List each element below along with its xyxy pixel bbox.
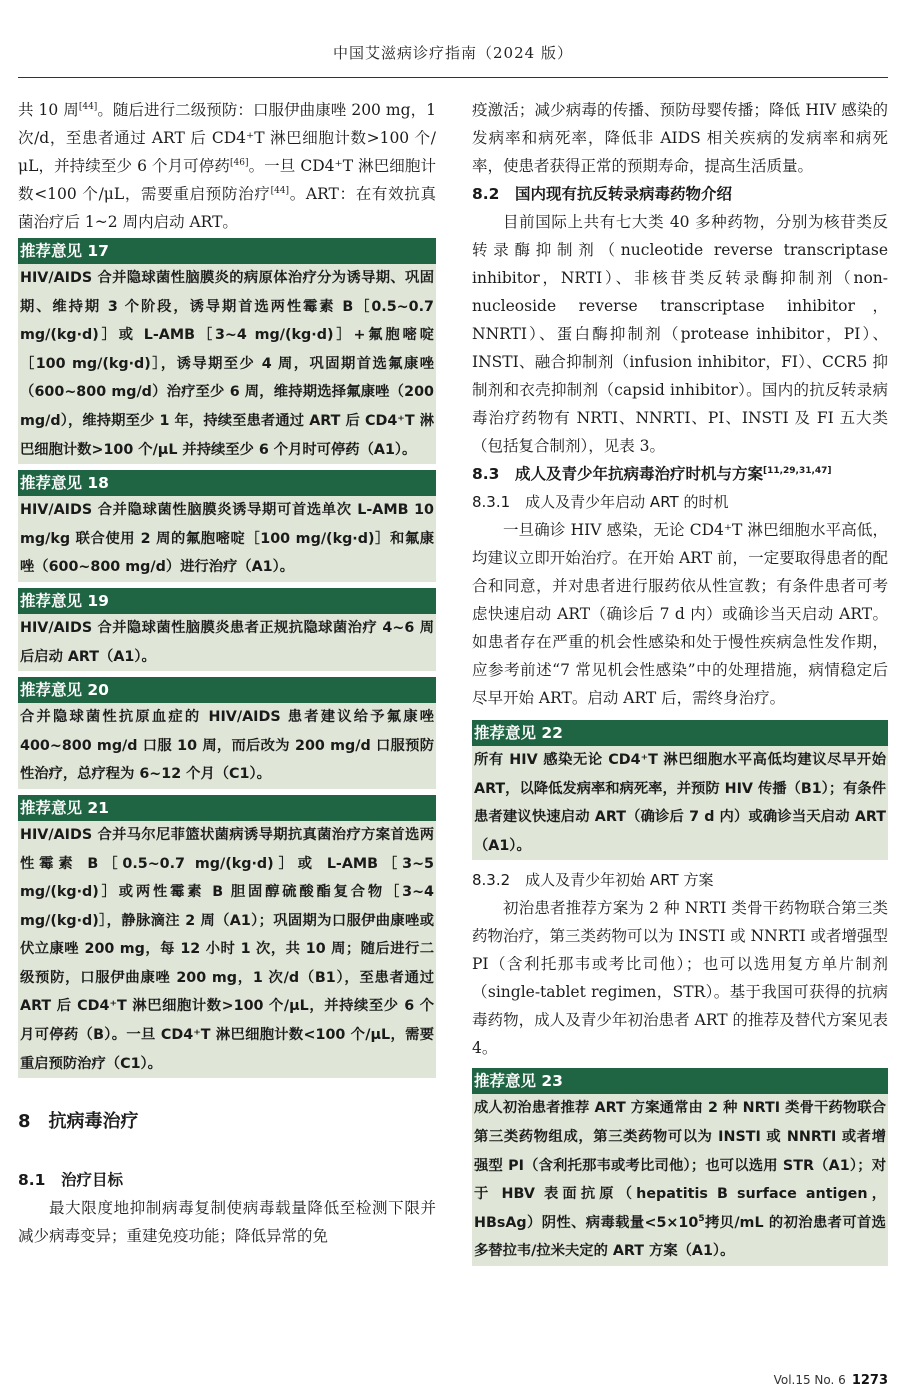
section-heading: 8 抗病毒治疗 [18, 1111, 139, 1133]
superscript: 5 [698, 1213, 705, 1224]
text: 拷贝/mL 的初治患者可首选多替拉韦/拉米夫定的 ART 方案（A1）。 [474, 1214, 886, 1260]
recommendation-title: 推荐意见 22 [472, 720, 888, 746]
recommendation-body: 所有 HIV 感染无论 CD4⁺T 淋巴细胞水平高低均建议尽早开始 ART，以降低发病率和病死率，并预防 HIV 传播（B1）；有条件患者建议快速启动 ART（确诊后 7 d 内）或确诊当天启动 ART（A1）。 [472, 746, 888, 860]
paragraph: 疫激活；减少病毒的传播、预防母婴传播；降低 HIV 感染的发病率和病死率，降低非 AIDS 相关疾病的发病率和病死率，使患者获得正常的预期寿命，提高生活质量。 [472, 101, 888, 175]
recommendation-box [18, 795, 436, 1078]
paragraph: 初治患者推荐方案为 2 种 NRTI 类骨干药物联合第三类药物治疗，第三类药物可以为 INSTI 或 NNRTI 或者增强型 PI（含利托那韦或考比司他）；也可以选用复方单片制剂（single-tablet regimen，STR）。基于我国可获得的抗病毒药物，成人及青少年初治患者 ART 的推荐及替代方案见表 4。 [472, 899, 888, 1058]
citation[interactable]: [44] [270, 185, 290, 196]
recommendation-body [472, 1094, 888, 1266]
subsubsection-heading: 8.3.2 成人及青少年初始 ART 方案 [472, 871, 714, 890]
recommendation-box [18, 677, 436, 789]
recommendation-body: HIV/AIDS 合并隐球菌性脑膜炎的病原体治疗分为诱导期、巩固期、维持期 3 个阶段，诱导期首选两性霉素 B［0.5~0.7 mg/(kg·d)］或 L-AMB［3~4 mg/(kg·d)］+氟胞嘧啶［100 mg/(kg·d)］，诱导期至少 4 周，巩固期首选氟康唑（600~800 mg/d）治疗至少 6 周，维持期选择氟康唑（200 mg/d），维持期至少 1 年，持续至患者通过 ART 后 CD4⁺T 淋巴细胞计数>100 个/μL 并持续至少 6 个月时可停药（A1）。 [18, 264, 436, 464]
page-footer [774, 1373, 888, 1388]
recommendation-body: 合并隐球菌性抗原血症的 HIV/AIDS 患者建议给予氟康唑 400~800 mg/d 口服 10 周，而后改为 200 mg/d 口服预防性治疗，总疗程为 6~12 个月（C1）。 [18, 703, 436, 789]
text: 。ART：在有效抗真菌治疗后 1~2 周内启动 ART。 [18, 185, 436, 231]
subsection-heading: 8.1 治疗目标 [18, 1171, 123, 1190]
recommendation-box [18, 470, 436, 582]
recommendation-title: 推荐意见 21 [18, 795, 436, 821]
paragraph: 一旦确诊 HIV 感染，无论 CD4⁺T 淋巴细胞水平高低，均建议立即开始治疗。在开始 ART 前，一定要取得患者的配合和同意，并对患者进行服药依从性宣教；有条件患者可考虑快速启动 ART（确诊后 7 d 内）或确诊当天启动 ART。如患者存在严重的机会性感染和处于慢性疾病急性发作期，应参考前述“7 常见机会性感染”中的处理措施，病情稳定后尽早开始 ART。启动 ART 后，需终身治疗。 [472, 521, 888, 707]
recommendation-box [472, 1068, 888, 1266]
recommendation-title: 推荐意见 17 [18, 238, 436, 264]
text: 成人初治患者推荐 ART 方案通常由 2 种 NRTI 类骨干药物联合第三类药物组成，第三类药物可以为 INSTI 或 NNRTI 或者增强型 PI（含利托那韦或考比司他）；也可以选用 STR（A1）；对于 HBV 表面抗原（hepatitis B surface antigen，HBsAg）阴性、病毒载量<5×10 [474, 1100, 886, 1231]
text: 共 10 周 [18, 101, 79, 119]
recommendation-box [472, 720, 888, 860]
citation[interactable]: [44] [78, 101, 98, 112]
running-header [18, 0, 888, 78]
recommendation-body: HIV/AIDS 合并隐球菌性脑膜炎诱导期可首选单次 L-AMB 10 mg/kg 联合使用 2 周的氟胞嘧啶［100 mg/(kg·d)］和氟康唑（600~800 mg/d）进行治疗（A1）。 [18, 496, 436, 582]
volume-info: Vol.15 No. 6 [773, 1373, 846, 1387]
recommendation-body: HIV/AIDS 合并马尔尼菲篮状菌病诱导期抗真菌治疗方案首选两性霉素 B［0.5~0.7 mg/(kg·d)］或 L-AMB［3~5 mg/(kg·d)］或两性霉素 B 胆固醇硫酸酯复合物［3~4 mg/(kg·d)］，静脉滴注 2 周（A1）；巩固期为口服伊曲康唑或伏立康唑 200 mg，每 12 小时 1 次，共 10 周；随后进行二级预防，口服伊曲康唑 200 mg，1 次/d（B1），至患者通过 ART 后 CD4⁺T 淋巴细胞计数>100 个/μL，并持续至少 6 个月可停药（B）。一旦 CD4⁺T 淋巴细胞计数<100 个/μL，需要重启预防治疗（C1）。 [18, 821, 436, 1078]
subsection-heading: 8.2 国内现有抗反转录病毒药物介绍 [472, 185, 732, 203]
right-column [472, 96, 888, 1272]
recommendation-box [18, 588, 436, 671]
recommendation-body: HIV/AIDS 合并隐球菌性脑膜炎患者正规抗隐球菌治疗 4~6 周后启动 ART（A1）。 [18, 614, 436, 671]
left-column [18, 96, 436, 1250]
subsubsection-heading: 8.3.1 成人及青少年启动 ART 的时机 [472, 493, 729, 511]
recommendation-title: 推荐意见 18 [18, 470, 436, 496]
paragraph: 最大限度地抑制病毒复制使病毒载量降低至检测下限并减少病毒变异；重建免疫功能；降低异常的免 [18, 1199, 436, 1246]
recommendation-title: 推荐意见 23 [472, 1068, 888, 1094]
paragraph-intro [18, 96, 436, 236]
subsection-heading [472, 460, 888, 488]
recommendation-box [18, 238, 436, 464]
text: 。一旦 CD4⁺T 淋巴细胞计数<100 个/μL，需要重启预防治疗 [18, 157, 436, 203]
paragraph: 目前国际上共有七大类 40 多种药物，分别为核苷类反转录酶抑制剂（nucleotide reverse transcriptase inhibitor，NRTI）、非核苷类反转录酶抑制剂（non-nucleoside reverse transcriptase inhibitor，NNRTI）、蛋白酶抑制剂（protease inhibitor，PI）、INSTI、融合抑制剂（infusion inhibitor，FI）、CCR5 抑制剂和衣壳抑制剂（capsid inhibitor）。国内的抗反转录病毒治疗药物有 NRTI、NNRTI、PI、INSTI 及 FI 五大类（包括复合制剂），见表 3。 [472, 213, 888, 455]
heading-text: 8.3 成人及青少年抗病毒治疗时机与方案 [472, 465, 763, 483]
recommendation-title: 推荐意见 19 [18, 588, 436, 614]
citation[interactable]: [46] [229, 157, 249, 168]
citation[interactable]: [11,29,31,47] [762, 465, 832, 476]
text: 。随后进行二级预防：口服伊曲康唑 200 mg，1 次/d，至患者通过 ART 后 CD4⁺T 淋巴细胞计数>100 个/μL，并持续至少 6 个月可停药 [18, 101, 437, 175]
journal-title: 中国艾滋病诊疗指南（2024 版） [333, 44, 573, 62]
recommendation-title: 推荐意见 20 [18, 677, 436, 703]
page-number: 1273 [851, 1373, 888, 1388]
